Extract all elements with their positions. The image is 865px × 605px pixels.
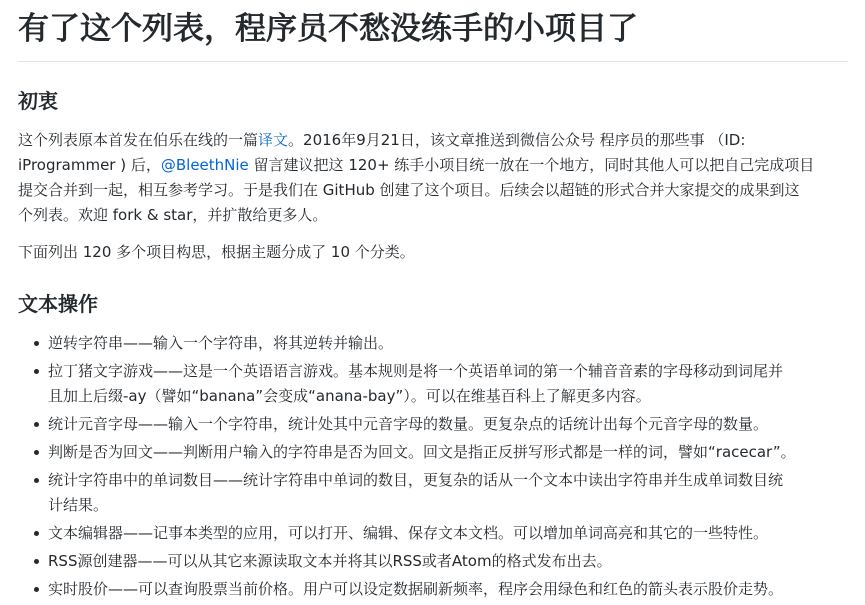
intro-text-6: 个列表。欢迎 fork & star，并扩散给更多人。	[18, 206, 328, 224]
user-mention-link[interactable]: @BleethNie	[160, 156, 249, 174]
title-divider	[18, 61, 848, 62]
bullet-icon	[34, 341, 39, 346]
bullet-icon	[34, 559, 39, 564]
intro-text-3: iProgrammer ) 后，	[18, 156, 161, 174]
list-item	[48, 577, 848, 602]
project-count-paragraph: 下面列出 120 多个项目构思，根据主题分成了 10 个分类。	[18, 243, 415, 261]
list-item	[48, 468, 848, 518]
list-item-text: 拉丁猪文字游戏——这是一个英语语言游戏。基本规则是将一个英语单词的第一个辅音音素的字母移动到词尾并	[48, 362, 784, 380]
list-item-text: 逆转字符串——输入一个字符串，将其逆转并输出。	[48, 334, 394, 352]
section-heading-text-ops: 文本操作	[18, 292, 98, 316]
list-item	[48, 549, 848, 574]
list-item-text: 判断是否为回文——判断用户输入的字符串是否为回文。回文是指正反拼写形式都是一样的词，譬如“racecar”。	[48, 443, 796, 461]
list-item-text: 统计字符串中的单词数目——统计字符串中单词的数目，更复杂的话从一个文本中读出字符串并生成单词数目统	[48, 471, 784, 489]
list-item-text-cont: 计结果。	[48, 496, 109, 514]
intro-text-5: 提交合并到一起，相互参考学习。于是我们在 GitHub 创建了这个项目。后续会以超链的形式合并大家提交的成果到这	[18, 181, 800, 199]
bullet-icon	[34, 531, 39, 536]
list-item-text: 实时股价——可以查询股票当前价格。用户可以设定数据刷新频率，程序会用绿色和红色的箭头表示股价走势。	[48, 580, 784, 598]
article	[18, 0, 848, 605]
translation-link[interactable]: 译文	[258, 131, 289, 149]
list-item-text: 统计元音字母——输入一个字符串，统计处其中元音字母的数量。更复杂点的话统计出每个元音字母的数量。	[48, 415, 769, 433]
intro-text-1: 这个列表原本首发在伯乐在线的一篇	[18, 131, 259, 149]
list-item	[48, 359, 848, 409]
bullet-icon	[34, 450, 39, 455]
list-item	[48, 521, 848, 546]
bullet-icon	[34, 369, 39, 374]
list-item	[48, 412, 848, 437]
list-item	[48, 331, 848, 356]
list-item-text-cont: 且加上后缀-ay（譬如“banana”会变成“anana-bay”）。可以在维基百科上了解更多内容。	[48, 387, 651, 405]
bullet-icon	[34, 587, 39, 592]
list-item-text: RSS源创建器——可以从其它来源读取文本并将其以RSS或者Atom的格式发布出去。	[48, 552, 612, 570]
page-title: 有了这个列表，程序员不愁没练手的小项目了	[18, 11, 638, 47]
list-item	[48, 440, 848, 465]
text-ops-list	[18, 331, 848, 602]
list-item-text: 文本编辑器——记事本类型的应用，可以打开、编辑、保存文本文档。可以增加单词高亮和其它的一些特性。	[48, 524, 769, 542]
intro-paragraph	[18, 128, 848, 228]
bullet-icon	[34, 478, 39, 483]
bullet-icon	[34, 422, 39, 427]
intro-text-2: 。2016年9月21日，该文章推送到微信公众号 程序员的那些事 （ID:	[288, 131, 746, 149]
intro-text-4: 留言建议把这 120+ 练手小项目统一放在一个地方，同时其他人可以把自己完成项目	[248, 156, 815, 174]
section-heading-origin: 初衷	[18, 89, 58, 113]
